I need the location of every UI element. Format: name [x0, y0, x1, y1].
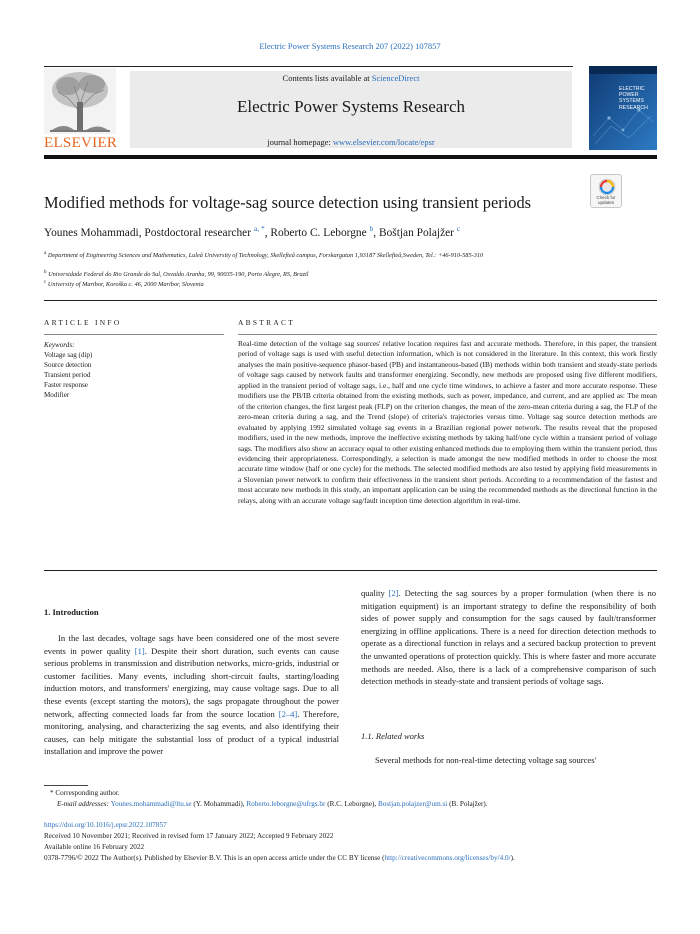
- introduction-paragraph: [44, 632, 339, 758]
- citation-link[interactable]: [1]: [134, 645, 145, 656]
- journal-reference-link[interactable]: Electric Power Systems Research 207 (2022) 107857: [259, 41, 441, 51]
- citation-link[interactable]: [2]: [388, 588, 399, 598]
- introduction-paragraph-continued: [361, 587, 656, 688]
- body-text: . Therefore, monitoring, analysing, and characterizing the sag events, and also identifying their causes, can help mitigate the substantial loss of product of a typical industrial installation and improve the power: [44, 708, 339, 757]
- body-text: Several methods for non-real-time detecting voltage sag sources': [375, 755, 597, 765]
- elsevier-wordmark: ELSEVIER: [44, 135, 118, 151]
- affiliation-marker: c: [44, 280, 47, 285]
- email-owner: (B. Polajžer).: [447, 800, 488, 808]
- body-text: . Despite their short duration, such events can cause serious problems in transmission and distribution networks, micro-grids, industrial or customer facilities. Many events, including short-circuit faults, starting/loading induction motors, and transformers' energizing, may cause voltage sags. Due to all these events (except starting the motors), the sags propagate throughout the power network, affecting connected loads far from the source location: [44, 645, 339, 719]
- check-for-updates-label: Check for updates: [596, 195, 616, 205]
- header-thick-rule: [44, 155, 657, 159]
- email-link[interactable]: Roberto.leborgne@ufrgs.br: [246, 800, 326, 808]
- cover-line: SYSTEMS: [619, 98, 644, 105]
- related-works-paragraph: [361, 754, 656, 767]
- keyword-item: Faster response: [44, 381, 88, 390]
- article-info-rule: [44, 334, 224, 335]
- affiliation-item: [44, 279, 574, 289]
- license-line: [44, 854, 515, 862]
- article-title: Modified methods for voltage-sag source detection using transient periods: [44, 193, 532, 212]
- section-heading-introduction: 1. Introduction: [44, 607, 99, 617]
- cover-line: ELECTRIC: [619, 86, 645, 92]
- journal-cover-image: [589, 66, 657, 150]
- subsection-heading-related-works: 1.1. Related works: [361, 731, 425, 741]
- author-list: Younes Mohammadi, Postdoctoral researcher $^{a, *}$, Roberto C. Leborgne $^b$, Boštjan Polajžer $^c$: [44, 224, 461, 239]
- citation-link[interactable]: [2–4]: [278, 708, 298, 719]
- available-online-date: Available online 16 February 2022: [44, 843, 145, 851]
- abstract-text: Real-time detection of the voltage sag sources' relative location requires fast and accurate methods. Therefore, in this paper, the transient period of voltage sags is used with useful detection information, which is not considered in the literature. In this context, this work firstly analyses the main positive-sequence phasor-based (PB) and instantaneous-based (IB) methods within both transient and steady-state periods of voltage sags caused by network faults and transformer energizing. Secondly, new methods are proposed using five different modifiers, applied in the transient period of voltage sags, i.e., half and one cycle time windows, to achieve a faster and more accurate response. These modifiers use the PB/IB criteria obtained from the existing methods, such as power, impedance, and current, and are applied as: The mean of the criterion changes, the first largest peak (FLP) on the criterion changes, the mean of the zero-mean criteria during a sag, the FLP of the zero-mean criteria during a sag, and the Trend (slope) of criteria's trajectories versus time. Voltage sag source detection methods are evaluated by applying 1992 simulated voltage sag events in a Brazilian regional power network. The results reveal that the proposed modifiers, used in the new methods, improve the ineffective existing methods by taking half/one cycle within a transient period of voltage sags. The modifiers also show an accuracy equal to other existing enhanced methods due to employing them within the transient period, thus evidencing their appropriateness. Correspondingly, a selection is made amongst the new modified methods in order to choose the most accurate time window (half or one cycle) for the methods. The selected modified methods are also tested by applying field measurements in a Slovenian power network to confirm their effectiveness in the transient short periods. According to a recommendation of the fastest and most accurate new methods in this study, an important application can be using the recommended methods as the directional function in the relays, along with an accurate voltage sag/fault inception time detection algorithm in real-time.: [238, 339, 657, 505]
- keyword-item: Source detection: [44, 361, 92, 370]
- affiliation-text: Department of Engineering Sciences and Mathematics, Luleå University of Technology, Skellefteå campus, Forskargatan 1,93187 Skellefteå,Sweden, Tel.: +46-910-585-310: [47, 252, 484, 260]
- received-dates: Received 10 November 2021; Received in revised form 17 January 2022; Accepted 9 February 2022: [44, 832, 334, 840]
- author-name: Younes Mohammadi, Postdoctoral researcher: [44, 226, 251, 239]
- affiliation-text: University of Maribor, Koroška c. 46, 2000 Maribor, Slovenia: [47, 281, 204, 289]
- journal-homepage-line: [130, 137, 572, 147]
- header-top-rule: [44, 66, 573, 67]
- contents-available-line: [130, 73, 572, 83]
- doi-link[interactable]: https://doi.org/10.1016/j.epsr.2022.107857: [44, 821, 167, 829]
- email-addresses: [57, 800, 488, 808]
- abstract-rule: [238, 334, 657, 335]
- homepage-link[interactable]: www.elsevier.com/locate/epsr: [332, 137, 435, 147]
- affiliation-text: Universidade Federal do Rio Grande do Sul, Osvaldo Aranha, 99, 90035-190, Porto Alegre, RS, Brazil: [48, 271, 309, 279]
- affiliation-item: [44, 250, 574, 260]
- email-owner: (Y. Mohammadi),: [191, 800, 247, 808]
- author-name: Roberto C. Leborgne: [270, 226, 367, 239]
- email-owner: (R.C. Leborgne),: [325, 800, 378, 808]
- abstract-heading: ABSTRACT: [238, 318, 296, 327]
- license-text: ).: [510, 854, 515, 862]
- author-affiliation-ref[interactable]: b: [369, 224, 374, 233]
- sciencedirect-link[interactable]: ScienceDirect: [371, 73, 420, 83]
- email-link[interactable]: Bostjan.polajzer@um.si: [377, 800, 448, 808]
- article-info-heading: ARTICLE INFO: [44, 318, 122, 327]
- keyword-item: Voltage sag (dip): [44, 351, 93, 359]
- corresponding-author-note: * Corresponding author.: [50, 789, 120, 797]
- license-text: 0378-7796/© 2022 The Author(s). Published by Elsevier B.V. This is an open access article under the CC BY license (: [44, 854, 385, 862]
- affiliation-marker: a: [44, 251, 47, 256]
- keyword-list: [44, 350, 92, 400]
- body-text: In the last decades, voltage sags have been considered one of the most severe events in power quality: [44, 633, 339, 656]
- section-rule: [44, 570, 657, 571]
- keyword-item: Modifier: [44, 391, 70, 400]
- author-affiliation-ref[interactable]: a, *: [253, 224, 265, 233]
- cover-line: RESEARCH: [619, 104, 648, 111]
- body-text: . Detecting the sag sources by a proper formulation (when there is no mitigation equipment) is an important strategy to define the responsibility of both sides of power supply and consumption for the sags caused by fault/transformer energizing in offline applications. There is a need for direction detection methods to operate as a directional function in relays and a secured backup protection to prevent the unwanted operations of protection quickly. This is where faster and more accurate methods are needed. Also, there is a lack of a comprehensive comparison of such detection methods in steady-state and transient periods of voltage sags.: [361, 588, 657, 687]
- affiliation-item: [44, 269, 574, 279]
- email-link[interactable]: Younes.mohammadi@ltu.se: [110, 800, 192, 808]
- homepage-prefix: journal homepage:: [267, 137, 333, 147]
- cover-line: POWER: [619, 92, 639, 99]
- keywords-label: Keywords:: [44, 341, 75, 349]
- contents-prefix: Contents lists available at: [282, 73, 372, 83]
- keyword-item: Transient period: [44, 371, 91, 380]
- footnote-rule: [44, 785, 88, 786]
- body-text: quality: [361, 588, 389, 598]
- email-label: E-mail addresses:: [57, 800, 111, 808]
- author-name: Boštjan Polajžer: [379, 226, 454, 239]
- cover-title: [619, 86, 648, 111]
- journal-name: Electric Power Systems Research: [236, 97, 465, 116]
- affiliation-marker: b: [44, 270, 47, 275]
- section-rule: [44, 300, 657, 301]
- license-link[interactable]: http://creativecommons.org/licenses/by/4.0/: [384, 854, 511, 862]
- author-affiliation-ref[interactable]: c: [456, 224, 461, 233]
